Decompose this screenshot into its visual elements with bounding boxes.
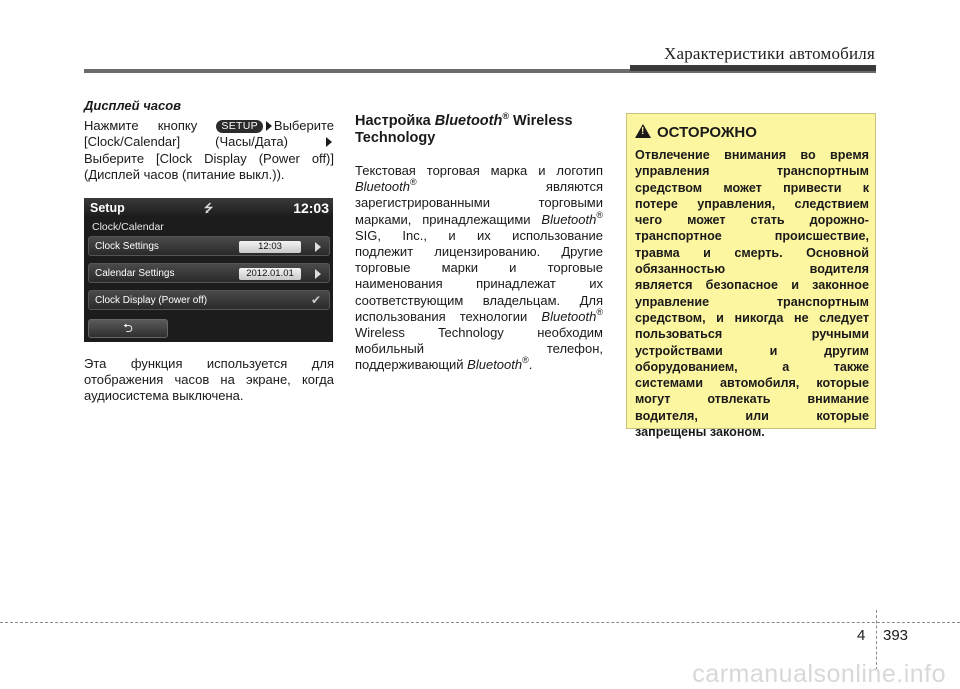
clock-line: (Дисплей часов (питание выкл.)). xyxy=(84,166,285,182)
header-rule-accent xyxy=(630,65,876,71)
usb-icon: ⭍ xyxy=(204,203,214,215)
title-line2: Technology xyxy=(355,130,436,146)
bt-reg: ® xyxy=(596,209,603,220)
bt-line: зарегистрированными торговыми xyxy=(355,195,603,211)
clock-after-line: отображения часов на экране, когда xyxy=(84,372,334,388)
clock-display-row xyxy=(88,290,330,310)
warning-line: пользоваться ручными xyxy=(635,327,869,342)
warning-line: управление транспортным xyxy=(635,294,869,309)
bt-reg: ® xyxy=(409,177,417,188)
clock-line: [Clock/Calendar] (Часы/Дата) xyxy=(84,134,288,150)
warning-line: могут отвлекать внимание xyxy=(635,392,869,407)
page-number: 393 xyxy=(883,627,909,644)
row-value: 12:03 xyxy=(239,241,301,253)
title-pre: Настройка xyxy=(355,113,431,129)
row-label: Calendar Settings xyxy=(95,268,175,279)
bt-brand: Bluetooth xyxy=(541,211,597,227)
clock-instruction-line-1 xyxy=(84,118,334,134)
bt-line: поддерживающий Bluetooth®. xyxy=(355,355,533,373)
title-brand: Bluetooth xyxy=(434,113,503,129)
bt-line: соответствующим владельцам. Для xyxy=(355,292,603,308)
bluetooth-section xyxy=(355,113,603,374)
watermark: carmanualsonline.info xyxy=(692,660,946,688)
warning-line: средством может привести к xyxy=(635,180,869,195)
arrow-right-icon xyxy=(326,137,332,147)
row-value: 2012.01.01 xyxy=(239,268,301,280)
warning-line: транспортное происшествие, xyxy=(635,229,869,244)
warning-line: потере управления, следствием xyxy=(635,196,869,211)
arrow-right-icon xyxy=(266,121,272,131)
setup-button: SETUP xyxy=(216,120,263,133)
clock-settings-row xyxy=(88,236,330,256)
bt-line-text: поддерживающий xyxy=(355,357,464,373)
chevron-right-icon xyxy=(315,269,321,279)
warning-box xyxy=(626,113,876,440)
bt-reg: ® xyxy=(522,355,529,366)
warning-triangle-icon xyxy=(635,124,651,138)
bt-line: наименования принадлежат их xyxy=(355,276,603,292)
bt-brand: Bluetooth xyxy=(467,357,523,373)
warning-line: запрещены законом. xyxy=(635,425,765,440)
bt-line-text: использования технологии xyxy=(355,308,528,324)
warning-line: средством, и никогда не следует xyxy=(635,310,869,325)
clock-instruction-line-2 xyxy=(84,134,334,150)
row-label: Clock Settings xyxy=(95,241,159,252)
chevron-right-icon xyxy=(315,242,321,252)
bt-brand: Bluetooth xyxy=(541,308,597,324)
bt-line: подлежит лицензированию. Другие xyxy=(355,244,603,260)
warning-line: Отвлечение внимания во время xyxy=(635,148,869,162)
warning-line: оборудованием, а также xyxy=(635,359,869,374)
clock-line: Выберите xyxy=(273,118,334,134)
setup-screen-image xyxy=(84,198,333,342)
warning-title: ОСТОРОЖНО xyxy=(657,124,757,141)
warning-body xyxy=(635,147,869,440)
bt-line: Текстовая торговая марка и логотип xyxy=(355,163,603,178)
warning-line: травма и смерть. Основной xyxy=(635,245,869,260)
warning-line: является безопасное и законное xyxy=(635,278,869,293)
title-post: Wireless xyxy=(513,113,573,129)
back-button: ⮌ xyxy=(88,319,168,338)
footer-rule xyxy=(0,622,960,623)
bt-line-text: марками, принадлежащими xyxy=(355,211,531,227)
warning-line: системами автомобиля, которые xyxy=(635,376,869,391)
row-label: Clock Display (Power off) xyxy=(95,295,208,306)
clock-after-line: аудиосистема выключена. xyxy=(84,388,244,404)
warning-line: управления транспортным xyxy=(635,164,869,179)
bt-line xyxy=(355,179,603,195)
bt-line: мобильный телефон, xyxy=(355,341,603,357)
bt-line: торговые марки и торговые xyxy=(355,260,603,276)
page-header-title: Характеристики автомобиля xyxy=(664,44,875,63)
title-reg: ® xyxy=(502,111,509,121)
clock-line: Выберите [Clock Display (Power off)] xyxy=(84,150,334,166)
screen-title: Setup xyxy=(90,201,125,215)
calendar-settings-row xyxy=(88,263,330,283)
warning-line: устройствами и другим xyxy=(635,343,869,358)
warning-line: чего может стать дорожно- xyxy=(635,213,869,228)
clock-intro-text: Нажмите кнопку xyxy=(84,118,198,134)
warning-heading xyxy=(635,124,869,142)
bt-line xyxy=(355,306,603,325)
bt-brand: Bluetooth xyxy=(355,179,410,195)
bt-line-text: являются xyxy=(545,179,603,195)
bt-line: SIG, Inc., и их использование xyxy=(355,227,603,243)
checkmark-icon: ✔ xyxy=(310,293,321,307)
clock-after-line: Эта функция используется для xyxy=(84,356,334,371)
screen-title-bar xyxy=(84,198,333,218)
warning-line: водителя, или которые xyxy=(635,408,869,423)
section-number: 4 xyxy=(857,627,866,644)
bt-line xyxy=(355,209,603,228)
clock-description xyxy=(84,356,334,405)
bluetooth-section-title xyxy=(355,113,603,147)
screen-time: 12:03 xyxy=(293,200,329,216)
warning-line: обязанностью водителя xyxy=(635,262,869,277)
clock-section xyxy=(84,98,334,183)
screen-subtitle: Clock/Calendar xyxy=(92,221,164,233)
bt-reg: ® xyxy=(596,306,603,317)
bt-line: Wireless Technology необходим xyxy=(355,325,603,341)
clock-section-title: Дисплей часов xyxy=(84,98,182,113)
